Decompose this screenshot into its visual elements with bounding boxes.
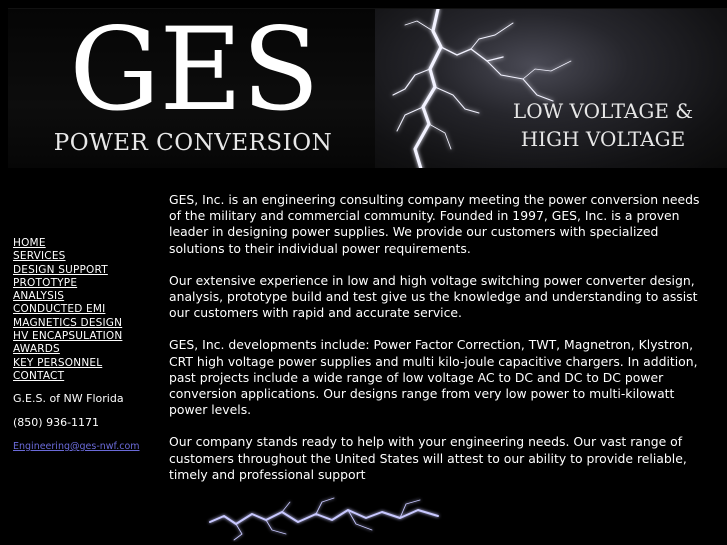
company-name: G.E.S. of NW Florida xyxy=(13,392,124,405)
nav-key-personnel[interactable]: KEY PERSONNEL xyxy=(13,356,103,369)
nav-magnetics-design[interactable]: MAGNETICS DESIGN xyxy=(13,316,123,329)
nav-analysis[interactable]: ANALYSIS xyxy=(13,290,65,303)
nav-awards[interactable]: AWARDS xyxy=(13,343,60,356)
intro-paragraph: GES, Inc. is an engineering consulting company meeting the power conversion needs of the military and commercial community. Founded in 1997, GES, Inc. is a proven leader in designing power supplies. We provide our customers with specialized solutions to their individual power requirements. xyxy=(169,192,700,256)
support-paragraph: Our company stands ready to help with your engineering needs. Our vast range of customers throughout the United States will attest to our ability to provide reliable, timely and professional support xyxy=(169,434,687,482)
tagline-line-1: LOW VOLTAGE & xyxy=(512,99,694,123)
logo-panel xyxy=(8,9,375,168)
header-banner xyxy=(8,8,727,168)
main-content xyxy=(169,192,714,499)
phone-number: (850) 936-1171 xyxy=(13,416,100,429)
nav-home[interactable]: HOME xyxy=(13,237,46,249)
nav-design-support[interactable]: DESIGN SUPPORT xyxy=(13,263,108,276)
nav-hv-encapsulation[interactable]: HV ENCAPSULATION xyxy=(13,330,123,343)
nav-services[interactable]: SERVICES xyxy=(13,250,66,263)
nav-prototype[interactable]: PROTOTYPE xyxy=(13,276,78,289)
developments-paragraph: GES, Inc. developments include: Power Factor Correction, TWT, Magnetron, Klystron, CRT high voltage power supplies and multi kilo-joule capacitive chargers. In addition, past projects include a wide range of low voltage AC to DC and DC to DC power conversion applications. Our designs range from very low power to multi-kilowatt power levels. xyxy=(169,337,698,418)
email-link[interactable]: Engineering@ges-nwf.com xyxy=(13,441,140,452)
tagline-line-2: HIGH VOLTAGE xyxy=(520,127,686,151)
nav-conducted-emi[interactable]: CONDUCTED EMI xyxy=(13,303,106,316)
logo-subtitle: POWER CONVERSION xyxy=(53,130,333,156)
sidebar-nav xyxy=(13,237,158,383)
logo-main: GES xyxy=(69,8,319,136)
lightning-divider-icon xyxy=(206,494,442,542)
tagline xyxy=(493,97,713,153)
nav-contact[interactable]: CONTACT xyxy=(13,369,65,382)
experience-paragraph: Our extensive experience in low and high voltage switching power converter design, analysis, prototype build and test give us the knowledge and understanding to assist our customers with rapid and accurate service. xyxy=(169,272,698,321)
